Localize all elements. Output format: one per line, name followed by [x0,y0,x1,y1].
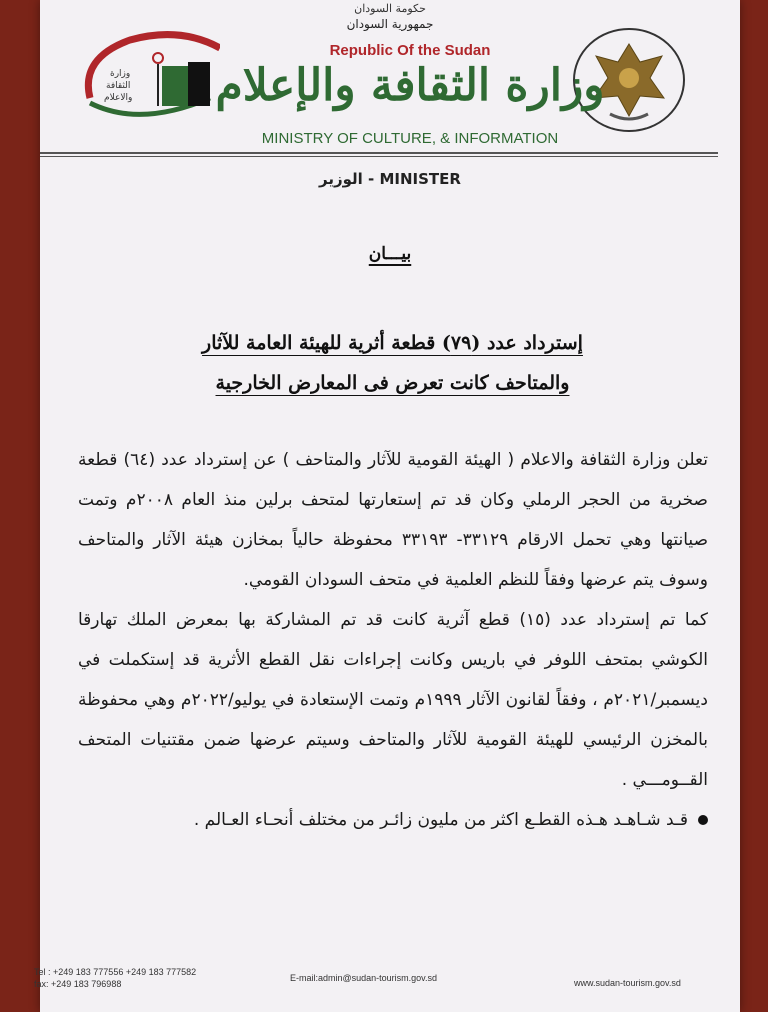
government-label: حكومة السودان [354,2,426,15]
footer [34,966,740,1006]
subject-line-1: إسترداد عدد (٧٩) قطعة أثرية للهيئة العامة للآثار [202,332,583,354]
paragraph-berlin: تعلن وزارة الثقافة والاعلام ( الهيئة القومية للآثار والمتاحف ) عن إسترداد عدد (٦٤) قطعة صخرية من الحجر الرملي وكان قد تم إستعارتها لمتحف برلين منذ العام ٢٠٠٨م وتمت صيانتها وهي تحمل الارقام ٣٣١٢٩- ٣٣١٩٣ محفوظة حالياً بمخازن هيئة الآثار والمتاحف وسوف يتم عرضها وفقاً للنظم العلمية في متحف السودان القومي. [78,450,708,590]
country-name-arabic: جمهورية السودان [346,17,434,31]
paragraph-louvre: كما تم إسترداد عدد (١٥) قطع آثرية كانت قد تم المشاركة بها بمعرض الملك تهارقا الكوشي بمتحف اللوفر في باريس وكانت إجراءات نقل القطع الأثرية قد إستكملت في ديسمبر/٢٠٢١م ، وفقاً لقانون الآثار ١٩٩٩م وتمت الإستعادة في يوليو/٢٠٢٢م وهي محفوظة بالمخزن الرئيسي للهيئة القومية للآثار والمتاحف وسيتم عرضها ضمن مقتنيات المتحف القــومـــي . [78,610,708,790]
header-divider [40,152,718,154]
ministry-name-arabic: وزارة الثقافة والإعلام [215,60,605,111]
svg-text:الثقافة: الثقافة [106,81,131,91]
bullet-text: قـد شـاهـد هـذه القطـع اكثر من مليون زائـر من مختلف أنحـاء العـالم . [193,810,688,830]
minister-label: الوزير - MINISTER [319,170,461,188]
footer-tel: Tel : +249 183 777556 +249 183 777582 [34,967,197,977]
subject-line-2: والمتاحف كانت تعرض فى المعارض الخارجية [215,372,570,394]
republic-name-english: Republic Of the Sudan [329,42,491,59]
document-title: بيـــان [368,244,412,264]
footer-fax: fax: +249 183 796988 [34,979,122,989]
bullet-icon [698,815,708,825]
footer-phone [34,966,196,990]
header-divider-thin [40,156,718,157]
bullet-visitors [78,800,708,840]
footer-website: www.sudan-tourism.gov.sd [574,978,681,988]
svg-text:وزارة: وزارة [110,69,131,79]
statement-body [78,440,708,840]
ministry-name-english: MINISTRY OF CULTURE, & INFORMATION [261,130,559,147]
footer-email: E-mail:admin@sudan-tourism.gov.sd [290,973,438,983]
svg-text:والاعلام: والاعلام [104,93,133,103]
document-page [34,0,740,1012]
